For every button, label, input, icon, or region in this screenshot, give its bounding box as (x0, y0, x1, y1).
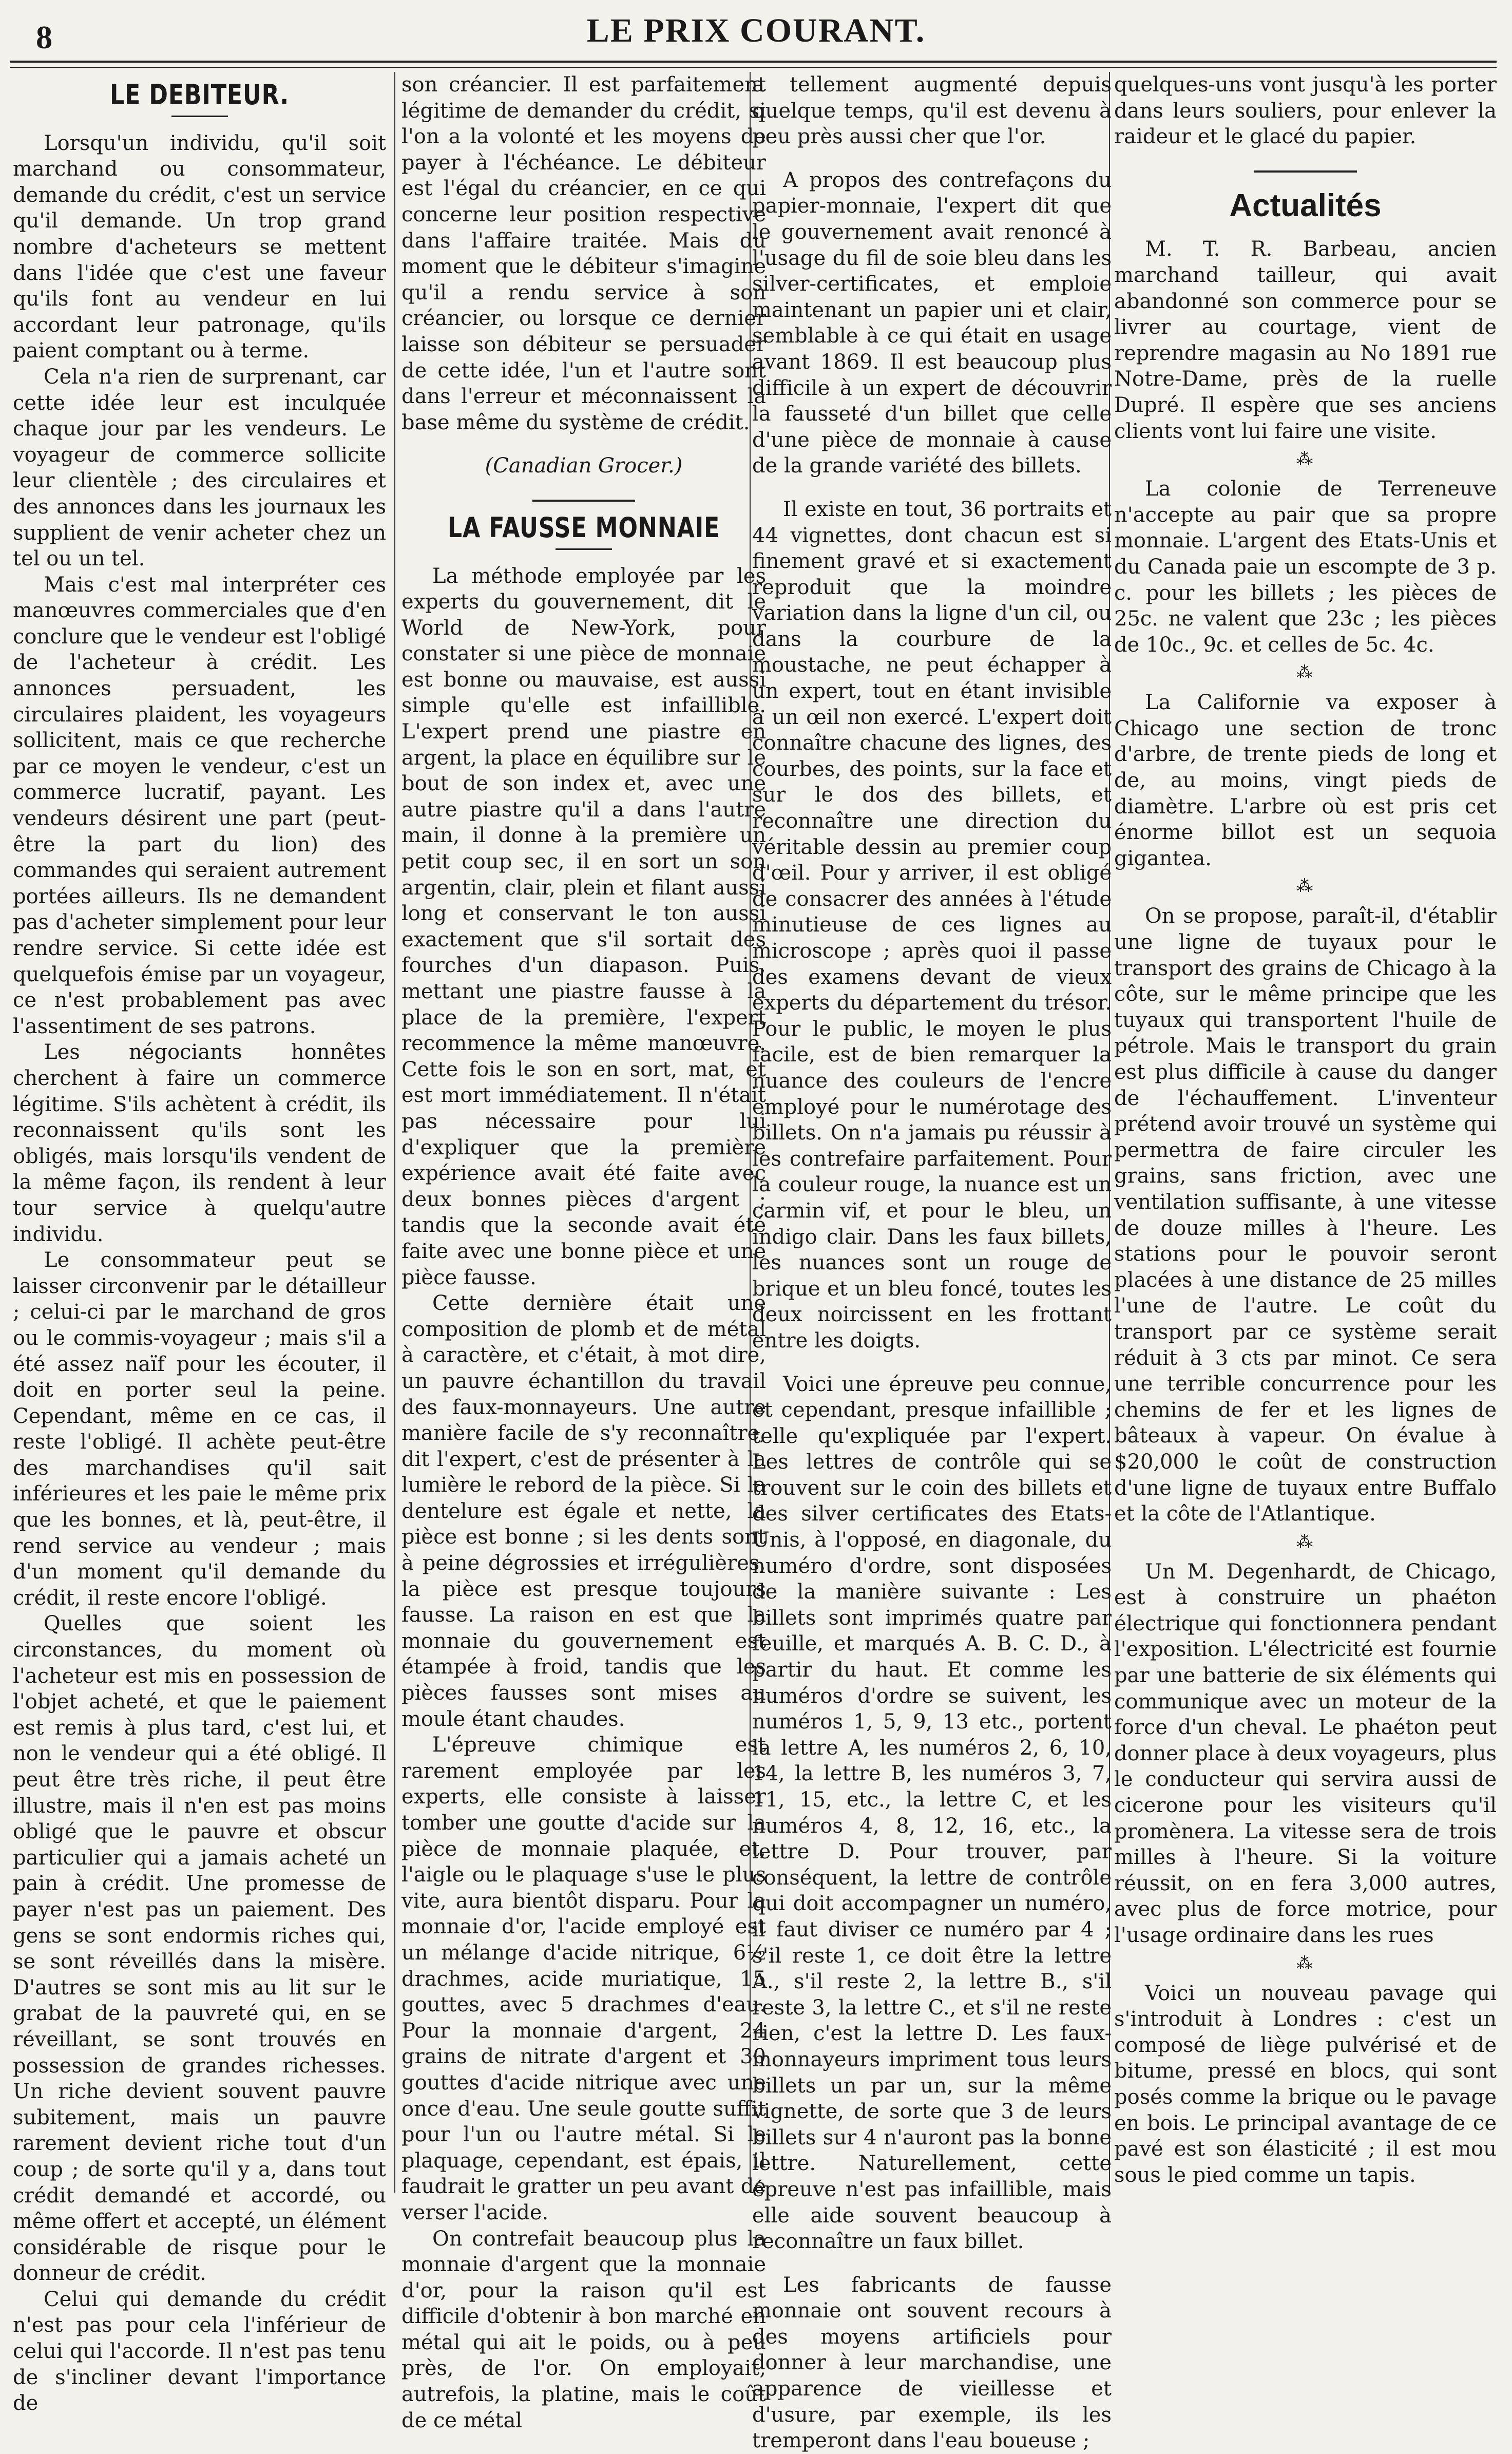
news-item: M. T. R. Barbeau, ancien marchand tailleur, qui avait abandonné son commerce pour se livrer au courtage, vient de reprendre magasin au No 1891 rue Notre-Dame, près de la ruelle Dupré. Il espère que ses anciens clients vont lui faire une visite. (1114, 237, 1497, 443)
asterism-separator: ⁂ (1296, 1531, 1314, 1551)
article-paragraph: Cela n'a rien de surprenant, car cette idée leur est inculquée chaque jour par les vendeurs. Le voyageur de commerce sollicite leur clientèle ; des circulaires et des annonces dans les journaux les supplient de venir acheter chez un tel ou un tel. (13, 365, 386, 571)
column-divider (394, 72, 395, 2193)
article-paragraph: Quelles que soient les circonstances, du moment où l'acheteur est mis en possession de l'objet acheté, et que le paiement est remis à plus tard, c'est lui, et non le vendeur qui a été obligé. Il peut être très riche, il peut être illustre, mais il n'en est pas moins obligé que le pauvre et obscur particulier qui a jamais acheté un pain à crédit. Une promesse de payer n'est pas un paiement. Des gens se sont endormis riches qui, se sont réveillés dans la misère. D'autres se sont mis au lit sur le grabat de la pauvreté qui, en se réveillant, se sont trouvés en possession de grandes richesses. Un riche devient souvent pauvre subitement, mais un pauvre rarement devient riche tout d'un coup ; de sorte qu'il y a, dans tout crédit demandé et accordé, ou même offert et accepté, un élément considérable de risque pour le donneur de crédit. (13, 1612, 386, 2286)
column-2 (401, 72, 766, 2432)
heading-rule (556, 548, 612, 550)
article-paragraph: Le consommateur peut se laisser circonvenir par le détailleur ; celui-ci par le marchand de gros ou le commis-voyageur ; mais s'il a été assez naïf pour les écouter, il doit en porter seul la peine. Cependant, même en ce cas, il reste l'obligé. Il achète peut-être des marchandises qu'il sait inférieures et les paie le même prix que les bonnes, et là, peut-être, il rend service au vendeur ; mais d'un moment qu'il demande du crédit, il reste encore l'obligé. (13, 1248, 386, 1610)
article-heading-debiteur: LE DEBITEUR. (109, 79, 290, 111)
article-paragraph: son créancier. Il est parfaitement légitime de demander du crédit, si l'on a la volonté et les moyens de payer à l'échéance. Le débiteur est l'égal du créancier, en ce qui concerne leur position respective dans l'affaire traitée. Mais du moment que le débiteur s'imagine qu'il a rendu service à son créancier, ou lorsque ce dernier laisse son débiteur se persuader de cette idée, l'un et l'autre sont dans l'erreur et méconnaissent la base même du système de crédit. (401, 73, 766, 434)
article-paragraph: Il existe en tout, 36 portraits et 44 vignettes, dont chacun est si finement gravé et si exactement reproduit que la moindre variation dans la ligne d'un cil, ou dans la courbure de la moustache, ne peut échapper à un expert, tout en étant invisible à un œil non exercé. L'expert doit connaître chacune des lignes, des courbes, des points, sur la face et sur le dos des billets, et reconnaître une direction du véritable dessin au premier coup d'œil. Pour y arriver, il est obligé de consacrer des années à l'étude minutieuse de ces lignes au microscope ; après quoi il passe des examens devant de vieux experts du département du trésor. Pour le public, le moyen le plus facile, est de bien remarquer la nuance des couleurs de l'encre employé pour le numérotage des billets. On n'a jamais pu réussir à les contrefaire parfaitement. Pour la couleur rouge, la nuance est un carmin vif, et pour le bleu, un indigo clair. Dans les faux billets, les nuances sont un rouge de brique et un bleu foncé, toutes les deux noircissent en les frottant entre les doigts. (752, 497, 1112, 1353)
article-paragraph: a tellement augmenté depuis quelque temps, qu'il est devenu à peu près aussi cher que l'or. (752, 73, 1112, 149)
column-3 (752, 72, 1112, 2453)
news-item: La Californie va exposer à Chicago une section de tronc d'arbre, de trente pieds de long et de, au moins, vingt pieds de diamètre. L'arbre où est pris cet énorme billot est un sequoia gigantea. (1114, 691, 1497, 870)
article-paragraph: Les fabricants de fausse monnaie ont souvent recours à des moyens artificiels pour donner à leur marchandise, une apparence de vieillesse et d'usure, par exemple, ils les tremperont dans l'eau boueuse ; (752, 2273, 1112, 2453)
article-paragraph: A propos des contrefaçons du papier-monnaie, l'expert dit que le gouvernement avait renoncé à l'usage du fil de soie bleu dans les silver-certificates, et emploie maintenant un papier uni et clair, semblable à ce qui était en usage avant 1869. Il est beaucoup plus difficile à un expert de découvrir la fausseté d'un billet que celle d'une pièce de monnaie à cause de la grande variété des billets. (752, 168, 1112, 478)
article-attribution: (Canadian Grocer.) (485, 454, 683, 478)
column-4 (1114, 72, 1497, 2193)
article-paragraph: La méthode employée par les experts du gouvernement, dit le World de New-York, pour constater si une pièce de monnaie est bonne ou mauvaise, est aussi simple qu'elle est infaillible. L'expert prend une piastre en argent, la place en équilibre sur le bout de son index et, avec une autre piastre qu'il a dans l'autre main, il donne à la première un petit coup sec, il en sort un son argentin, clair, plein et filant aussi long et conservant le ton aussi exactement que s'il sortait des fourches d'un diapason. Puis, mettant une piastre fausse à la place de la première, l'expert recommence la même manœuvre. Cette fois le son en sort, mat, et est mort immédiatement. Il n'était pas nécessaire pour lui d'expliquer que la première expérience avait été faite avec deux bonnes pièces d'argent ; tandis que la seconde avait été faite avec une bonne pièce et une pièce fausse. (401, 564, 766, 1289)
heading-rule (171, 116, 228, 117)
article-paragraph: Lorsqu'un individu, qu'il soit marchand ou consommateur, demande du crédit, c'est un service qu'il demande. Un trop grand nombre d'acheteurs se mettent dans l'idée que c'est une faveur qu'ils font au vendeur en lui accordant leur patronage, qu'ils paient comptant ou à terme. (13, 131, 386, 363)
article-paragraph: Les négociants honnêtes cherchent à faire un commerce légitime. S'ils achètent à crédit, ils reconnaissent qu'ils sont les obligés, mais lorsqu'ils vendent de la même façon, ils rendent à leur tour service à quelqu'autre individu. (13, 1040, 386, 1246)
asterism-separator: ⁂ (1296, 449, 1314, 469)
news-item: Un M. Degenhardt, de Chicago, est à construire un phaéton électrique qui fonctionnera pendant l'exposition. L'électricité est fournie par une batterie de six éléments qui communique avec un moteur de la force d'un cheval. Le phaéton peut donner place à deux voyageurs, plus le conducteur qui servira aussi de cicerone pour les visiteurs qu'il promènera. La vitesse sera de trois milles à l'heure. Si la voiture réussit, on en fera 3,000 autres, avec plus de force motrice, pour l'usage ordinaire dans les rues (1114, 1559, 1497, 1947)
page-header (0, 0, 1512, 62)
section-rule (1254, 170, 1357, 173)
newspaper-title: LE PRIX COURANT. (586, 12, 926, 49)
news-item: Voici un nouveau pavage qui s'introduit à Londres : c'est un composé de liège pulvérisé et de bitume, pressé en blocs, qui sont posés comme la brique ou le pavage en bois. Le principal avantage de ce pavé est son élasticité ; il est mou sous le pied comme un tapis. (1114, 1981, 1497, 2187)
asterism-separator: ⁂ (1296, 1953, 1314, 1973)
news-item: On se propose, paraît-il, d'établir une ligne de tuyaux pour le transport des grains de Chicago à la côte, sur le même principe que les tuyaux qui transportent l'huile de pétrole. Mais le transport du grain est plus difficile à cause du danger de l'échauffement. L'inventeur prétend avoir trouvé un système qui permettra de faire circuler les grains, sans friction, avec une ventilation suffisante, à une vitesse de douze milles à l'heure. Les stations pour le pouvoir seront placées à une distance de 25 milles l'une de l'autre. Le coût du transport par ce système serait réduit à 3 cts par minot. Ce sera une terrible concurrence pour les chemins de fer et les lignes de bâteaux à vapeur. On évalue à $20,000 le coût de construction d'une ligne de tuyaux entre Buffalo et la côte de l'Atlantique. (1114, 904, 1497, 1526)
page-number: 8 (36, 19, 52, 55)
section-heading-actualites: Actualités (1229, 187, 1382, 223)
article-paragraph: Cette dernière était une composition de plomb et de métal à caractère, et c'était, à mot dire, un pauvre échantillon du travail des faux-monnayeurs. Une autre manière facile de s'y reconnaître, dit l'expert, c'est de présenter à la lumière le rebord de la pièce. Si la dentelure est égale et nette, la pièce est bonne ; si les dents sont à peine dégrossies et irrégulières, la pièce est presque toujours fausse. La raison en est que la monnaie du gouvernement est étampée à froid, tandis que les pièces fausses sont mises au moule étant chaudes. (401, 1291, 766, 1731)
article-paragraph: Voici une épreuve peu connue, et cependant, presque infaillible ; telle qu'expliquée par l'expert. Les lettres de contrôle qui se trouvent sur le coin des billets et des silver certificates des Etats-Unis, à l'opposé, en diagonale, du numéro d'ordre, sont disposées de la manière suivante : Les billets sont imprimés quatre par feuille, et marqués A. B. C. D., à partir du haut. Et comme les numéros d'ordre se suivent, les numéros 1, 5, 9, 13 etc., portent la lettre A, les numéros 2, 6, 10, 14, la lettre B, les numéros 3, 7, 11, 15, etc., la lettre C, et les numéros 4, 8, 12, 16, etc., la lettre D. Pour trouver, par conséquent, la lettre de contrôle qui doit accompagner un numéro, il faut diviser ce numéro par 4 ; s'il reste 1, ce doit être la lettre A., s'il reste 2, la lettre B., s'il reste 3, la lettre C., et s'il ne reste rien, c'est la lettre D. Les faux-monnayeurs impriment tous leurs billets un par un, sur la même vignette, de sorte que 3 de leurs billets sur 4 n'auront pas la bonne lettre. Naturellement, cette épreuve n'est pas infaillible, mais elle aide souvent beaucoup à reconnaître un faux billet. (752, 1372, 1112, 2254)
header-rule (10, 61, 1497, 68)
asterism-separator: ⁂ (1296, 876, 1314, 896)
article-heading-fausse-monnaie: LA FAUSSE MONNAIE (447, 511, 720, 544)
article-paragraph: quelques-uns vont jusqu'à les porter dans leurs souliers, pour enlever la raideur et le glacé du papier. (1114, 73, 1497, 149)
section-rule (532, 500, 635, 502)
article-paragraph: L'épreuve chimique est rarement employée par les experts, elle consiste à laisser tomber une goutte d'acide sur la pièce de monnaie plaquée, et, l'aigle ou le plaquage s'use le plus vite, aura bientôt disparu. Pour la monnaie d'or, l'acide employé est un mélange d'acide nitrique, 6½ drachmes, acide muriatique, 15 gouttes, avec 5 drachmes d'eau. Pour la monnaie d'argent, 24 grains de nitrate d'argent et 30 gouttes d'acide nitrique avec une once d'eau. Une seule goutte suffit pour l'un ou l'autre métal. Si le plaquage, cependant, est épais, il faudrait le gratter un peu avant de verser l'acide. (401, 1733, 766, 2224)
column-1 (13, 72, 390, 2415)
asterism-separator: ⁂ (1296, 662, 1314, 682)
article-paragraph: On contrefait beaucoup plus la monnaie d'argent que la monnaie d'or, pour la raison qu'il est difficile d'obtenir à bon marché en métal qui ait le poids, ou à peu près, de l'or. On employait, autrefois, la platine, mais le coût de ce métal (401, 2227, 766, 2432)
article-paragraph: Celui qui demande du crédit n'est pas pour cela l'inférieur de celui qui l'accorde. Il n'est pas tenu de s'incliner devant l'importance de (13, 2287, 386, 2415)
article-paragraph: Mais c'est mal interpréter ces manœuvres commerciales que d'en conclure que le vendeur est l'obligé de l'acheteur à crédit. Les annonces persuadent, les circulaires plaident, les voyageurs sollicitent, mais ce que recherche par ce moyen le vendeur, c'est un commerce lucratif, payant. Les vendeurs désirent une part (peut-être la part du lion) des commandes qui seraient autrement portées ailleurs. Ils ne demandent pas d'acheter simplement pour leur rendre service. Si cette idée est quelquefois émise par un voyageur, ce n'est probablement pas avec l'assentiment de ses patrons. (13, 573, 386, 1038)
news-item: La colonie de Terreneuve n'accepte au pair que sa propre monnaie. L'argent des Etats-Unis et du Canada paie un escompte de 3 p. c. pour les billets ; les pièces de 25c. ne valent que 23c ; les pièces de 10c., 9c. et celles de 5c. 4c. (1114, 477, 1497, 657)
